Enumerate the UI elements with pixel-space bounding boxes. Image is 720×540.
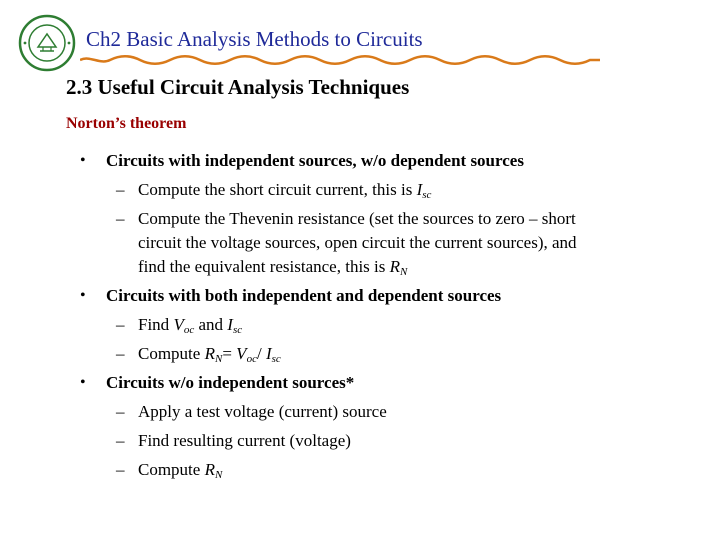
bullet-marker: • [80, 287, 86, 304]
bullet-item: Circuits with independent sources, w/o dependent sources [106, 151, 524, 170]
dash-marker: – [116, 431, 125, 450]
subsection-title: Norton’s theorem [66, 115, 187, 132]
dash-marker: – [116, 315, 125, 334]
header-underline [80, 53, 600, 67]
sub-item: Compute the Thevenin resistance (set the sources to zero – short [138, 209, 576, 228]
sub-item: Compute the short circuit current, this is $I_{sc}$ [138, 180, 432, 201]
sub-item: Compute $R_N= V_{oc}/$ $I_{sc}$ [138, 344, 281, 365]
bullet-item: Circuits with both independent and dependent sources [106, 286, 502, 305]
sub-item-continuation: circuit the voltage sources, open circuit the current sources), and [138, 233, 577, 252]
sub-item-continuation: find the equivalent resistance, this is $R_N$ [138, 257, 408, 278]
bullet-item: Circuits w/o independent sources* [106, 373, 355, 392]
sub-item: Apply a test voltage (current) source [138, 402, 387, 421]
dash-marker: – [116, 209, 125, 228]
sub-item: Compute $R_N$ [138, 460, 223, 481]
bullet-marker: • [80, 152, 86, 169]
dash-marker: – [116, 402, 125, 421]
bullet-marker: • [80, 374, 86, 391]
header-title: Ch2 Basic Analysis Methods to Circuits [86, 27, 423, 51]
section-title: 2.3 Useful Circuit Analysis Techniques [66, 75, 410, 99]
sub-item: Find resulting current (voltage) [138, 431, 351, 450]
dash-marker: – [116, 460, 125, 479]
dash-marker: – [116, 344, 125, 363]
university-logo [18, 14, 76, 72]
sub-item: Find $V_{oc}$ and $I_{sc}$ [138, 315, 243, 336]
dash-marker: – [116, 180, 125, 199]
